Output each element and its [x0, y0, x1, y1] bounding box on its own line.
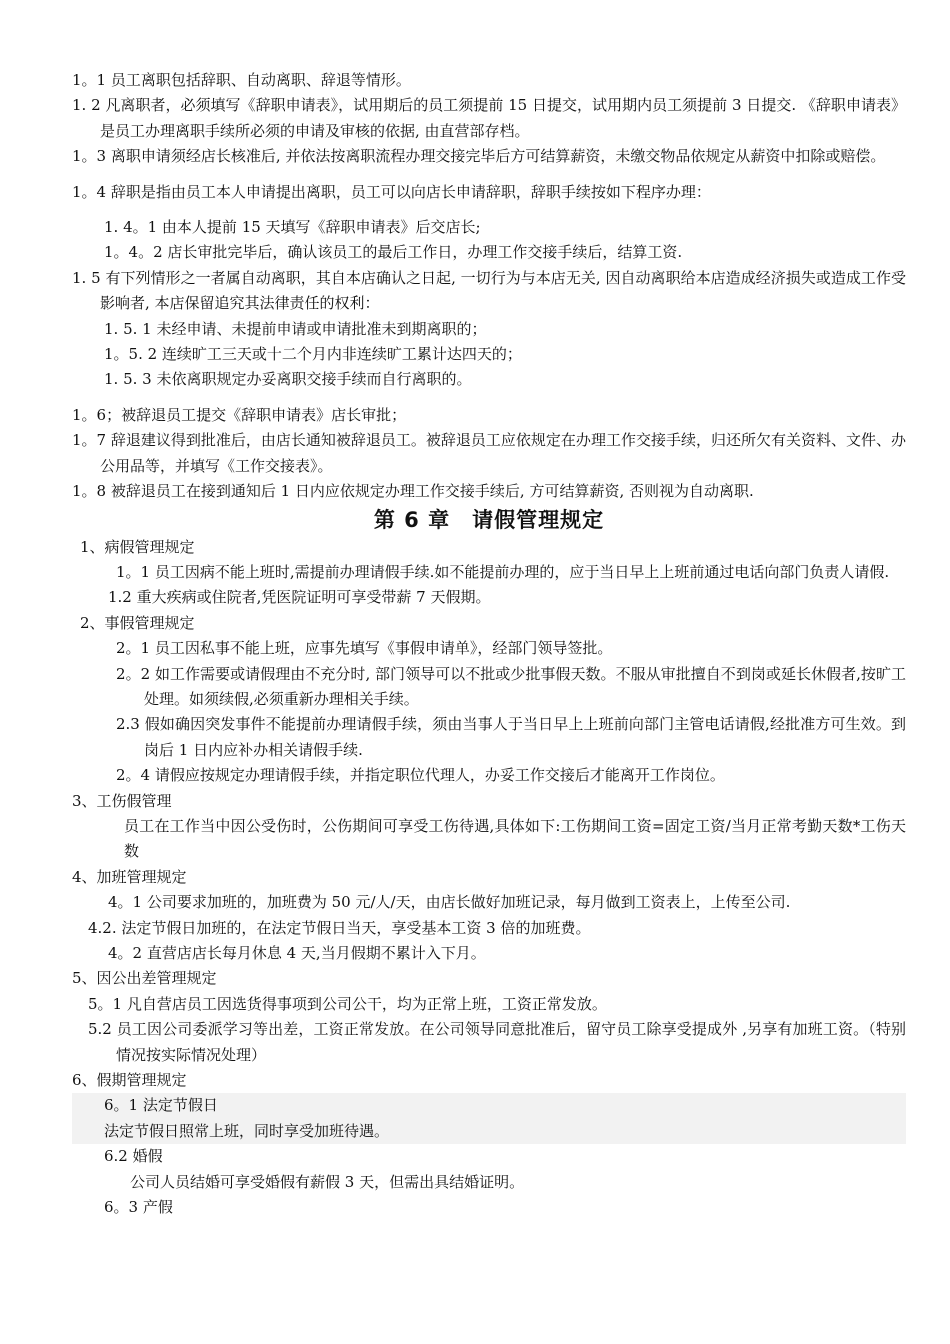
clause-1-3: 1。3 离职申请须经店长核准后, 并依法按离职流程办理交接完毕后方可结算薪资，未缴交物品依规定从薪资中扣除或赔偿。 [72, 147, 886, 166]
clause-personal-2-2: 2。2 如工作需要或请假理由不充分时, 部门领导可以不批或少批事假天数。不服从审批擅自不到岗或延长休假者,按旷工处理。如须续假,必须重新办理相关手续。 [116, 664, 906, 708]
clause-1-7: 1。7 辞退建议得到批准后，由店长通知被辞退员工。被辞退员工应依规定在办理工作交接手续，归还所欠有关资料、文件、办公用品等，并填写《工作交接表》。 [72, 431, 906, 475]
clause-marriage-6-2-title: 6.2 婚假 [104, 1147, 163, 1166]
section-personal-leave-title: 2、事假管理规定 [80, 613, 195, 632]
clause-marriage-6-2-body: 公司人员结婚可享受婚假有薪假 3 天，但需出具结婚证明。 [130, 1172, 525, 1191]
section-holiday-title: 6、假期管理规定 [72, 1071, 187, 1090]
clause-trip-5-1: 5。1 凡自营店员工因选货得事项到公司公干，均为正常上班，工资正常发放。 [88, 994, 607, 1013]
clause-injury-body: 员工在工作当中因公受伤时，公伤期间可享受工伤待遇,具体如下:工伤期间工资=固定工资/当月正常考勤天数*工伤天数 [124, 816, 906, 861]
holiday-shaded-block [72, 1093, 906, 1144]
section-injury-leave-title: 3、工伤假管理 [72, 791, 172, 810]
clause-1-6: 1。6；被辞退员工提交《辞职申请表》店长审批； [72, 405, 407, 424]
spacer [72, 170, 906, 180]
clause-sick-1-1: 1。1 员工因病不能上班时,需提前办理请假手续.如不能提前办理的，应于当日早上上班前通过电话向部门负责人请假. [116, 562, 890, 581]
clause-1-4-1: 1. 4。1 由本人提前 15 天填写《辞职申请表》后交店长; [104, 218, 481, 237]
section-business-trip-title: 5、因公出差管理规定 [72, 969, 217, 988]
clause-personal-2-4: 2。4 请假应按规定办理请假手续，并指定职位代理人，办妥工作交接后才能离开工作岗位。 [116, 766, 725, 785]
clause-holiday-6-1-title: 6。1 法定节假日 [104, 1096, 218, 1115]
clause-1-4: 1。4 辞职是指由员工本人申请提出离职，员工可以向店长申请辞职，辞职手续按如下程序办理： [72, 182, 711, 201]
clause-sick-1-2: 1.2 重大疾病或住院者,凭医院证明可享受带薪 7 天假期。 [108, 588, 491, 607]
spacer [72, 393, 906, 403]
clause-1-8: 1。8 被辞退员工在接到通知后 1 日内应依规定办理工作交接手续后, 方可结算薪资, 否则视为自动离职. [72, 482, 754, 501]
clause-overtime-4-2a: 4.2. 法定节假日加班的，在法定节假日当天，享受基本工资 3 倍的加班费。 [88, 918, 591, 937]
clause-personal-2-1: 2。1 员工因私事不能上班，应事先填写《事假申请单》，经部门领导签批。 [116, 639, 613, 658]
section-sick-leave-title: 1、病假管理规定 [80, 537, 195, 556]
clause-1-5-2: 1。5. 2 连续旷工三天或十二个月内非连续旷工累计达四天的； [104, 345, 522, 364]
clause-trip-5-2: 5.2 员工因公司委派学习等出差，工资正常发放。在公司领导同意批准后，留守员工除享受提成外 ,另享有加班工资。（特别情况按实际情况处理） [88, 1020, 906, 1064]
clause-1-2: 1. 2 凡离职者，必须填写《辞职申请表》，试用期后的员工须提前 15 日提交，试用期内员工须提前 3 日提交. 《辞职申请表》是员工办理离职手续所必须的申请及审核的依据, 由直营部存档。 [72, 96, 906, 140]
clause-1-5-3: 1. 5. 3 未依离职规定办妥离职交接手续而自行离职的。 [104, 370, 472, 389]
clause-holiday-6-1-body: 法定节假日照常上班，同时享受加班待遇。 [104, 1121, 390, 1140]
chapter-title: 第 6 章 请假管理规定 [373, 507, 605, 532]
clause-maternity-6-3-title: 6。3 产假 [104, 1198, 173, 1217]
clause-personal-2-3: 2.3 假如确因突发事件不能提前办理请假手续，须由当事人于当日早上上班前向部门主管电话请假,经批准方可生效。到岗后 1 日内应补办相关请假手续. [116, 715, 906, 759]
clause-overtime-4-2b: 4。2 直营店店长每月休息 4 天,当月假期不累计入下月。 [108, 944, 486, 962]
section-overtime-title: 4、加班管理规定 [72, 867, 187, 886]
document-body [72, 68, 906, 1220]
clause-1-4-2: 1。4。2 店长审批完毕后，确认该员工的最后工作日，办理工作交接手续后，结算工资. [104, 243, 683, 262]
clause-1-5: 1. 5 有下列情形之一者属自动离职，其自本店确认之日起, 一切行为与本店无关, 因自动离职给本店造成经济损失或造成工作受影响者, 本店保留追究其法律责任的权利： [72, 268, 906, 313]
clause-1-5-1: 1. 5. 1 未经申请、未提前申请或申请批准未到期离职的； [104, 319, 487, 338]
clause-overtime-4-1: 4。1 公司要求加班的，加班费为 50 元/人/天，由店长做好加班记录，每月做到工资表上，上传至公司. [108, 893, 791, 912]
spacer [72, 205, 906, 215]
clause-1-1: 1。1 员工离职包括辞职、自动离职、辞退等情形。 [72, 71, 411, 89]
